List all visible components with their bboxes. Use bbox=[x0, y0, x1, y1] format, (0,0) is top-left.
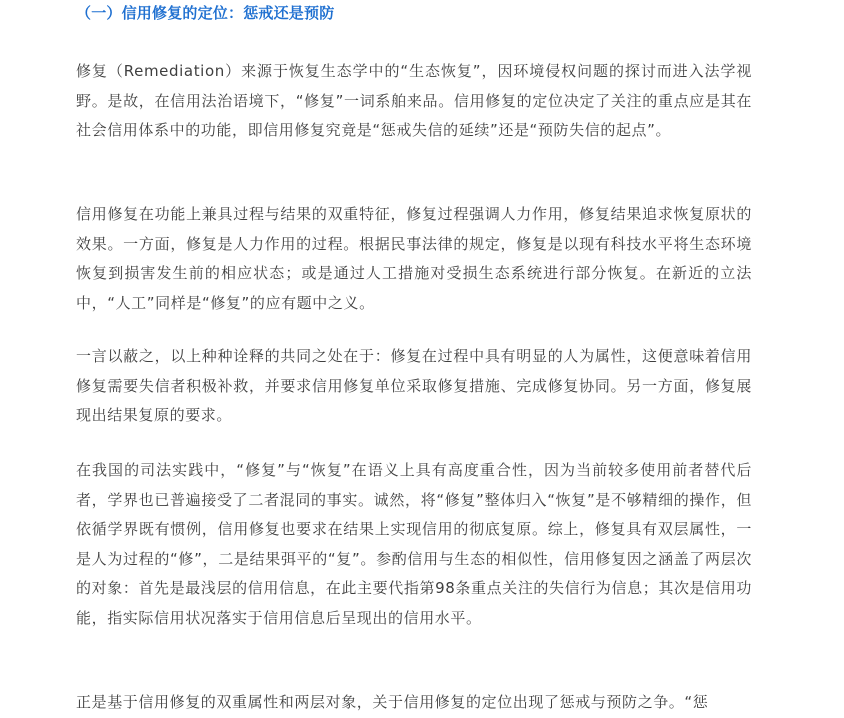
paragraph-5: 正是基于信用修复的双重属性和两层对象，关于信用修复的定位出现了惩戒与预防之争。“惩 bbox=[76, 693, 709, 711]
paragraph-3: 一言以蔽之，以上种种诠释的共同之处在于：修复在过程中具有明显的人为属性，这便意味着信用修复需要失信者积极补救，并要求信用修复单位采取修复措施、完成修复协同。另一方面，修复展现出结果复原的要求。 bbox=[76, 347, 752, 424]
paragraph-4: 在我国的司法实践中，“修复”与“恢复”在语义上具有高度重合性，因为当前较多使用前者替代后者，学界也已普遍接受了二者混同的事实。诚然，将“修复”整体归入“恢复”是不够精细的操作，但依循学界既有惯例，信用修复也要求在结果上实现信用的彻底复原。综上，修复具有双层属性，一是人为过程的“修”，二是结果弭平的“复”。参酌信用与生态的相似性，信用修复因之涵盖了两层次的对象：首先是最浅层的信用信息，在此主要代指第98条重点关注的失信行为信息；其次是信用功能，指实际信用状况落实于信用信息后呈现出的信用水平。 bbox=[76, 461, 752, 627]
paragraph-2: 信用修复在功能上兼具过程与结果的双重特征，修复过程强调人力作用，修复结果追求恢复原状的效果。一方面，修复是人力作用的过程。根据民事法律的规定，修复是以现有科技水平将生态环境恢复到损害发生前的相应状态；或是通过人工措施对受损生态系统进行部分恢复。在新近的立法中，“人工”同样是“修复”的应有题中之义。 bbox=[76, 205, 752, 312]
article bbox=[76, 0, 752, 711]
section-heading: （一）信用修复的定位：惩戒还是预防 bbox=[76, 4, 335, 22]
paragraph-1: 修复（Remediation）来源于恢复生态学中的“生态恢复”，因环境侵权问题的探讨而进入法学视野。是故，在信用法治语境下，“修复”一词系舶来品。信用修复的定位决定了关注的重点应是其在社会信用体系中的功能，即信用修复究竟是“惩戒失信的延续”还是“预防失信的起点”。 bbox=[76, 62, 752, 139]
